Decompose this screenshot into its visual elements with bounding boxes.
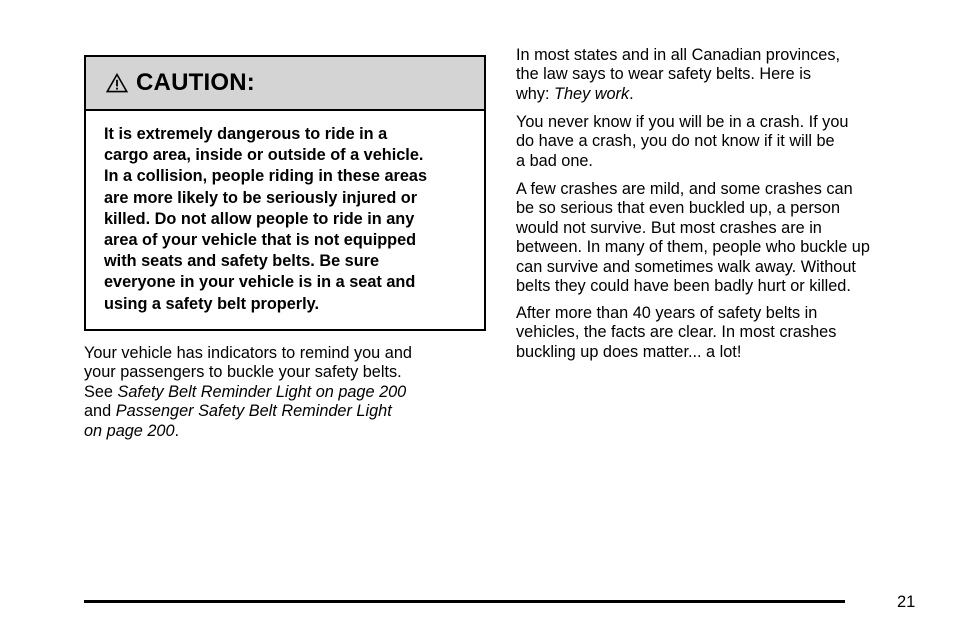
paragraph-line: In most states and in all Canadian provinces, xyxy=(516,46,840,64)
paragraph-line: a bad one. xyxy=(516,151,593,170)
paragraph-line: belts they could have been badly hurt or killed. xyxy=(516,277,851,296)
page-number: 21 xyxy=(897,593,916,611)
paragraph-line: would not survive. But most crashes are in xyxy=(516,218,822,237)
law-paragraph xyxy=(516,46,840,104)
caution-line: area of your vehicle that is not equipped xyxy=(104,231,417,250)
caution-line: are more likely to be seriously injured or xyxy=(104,188,418,207)
paragraph-line: Your vehicle has indicators to remind you and xyxy=(84,344,412,362)
paragraph-line: between. In many of them, people who buckle up xyxy=(516,238,870,257)
caution-line: It is extremely dangerous to ride in a xyxy=(104,125,388,143)
footer-rule xyxy=(84,600,845,603)
reference-link[interactable]: on page 200 xyxy=(84,421,175,440)
paragraph-line xyxy=(84,383,412,402)
caution-line: using a safety belt properly. xyxy=(104,294,320,313)
text-prefix: why: xyxy=(516,84,555,103)
caution-text xyxy=(86,111,484,329)
paragraph-line: A few crashes are mild, and some crashes can xyxy=(516,180,853,198)
warning-triangle-icon xyxy=(106,73,128,93)
emphasis-text: They work xyxy=(554,84,630,103)
reminder-paragraph xyxy=(84,344,412,441)
paragraph-line xyxy=(84,422,412,441)
reference-link[interactable]: Passenger Safety Belt Reminder Light xyxy=(115,402,392,421)
paragraph-line: can survive and sometimes walk away. Without xyxy=(516,257,856,276)
paragraph-line xyxy=(84,402,412,421)
paragraph-line: After more than 40 years of safety belts in xyxy=(516,304,818,322)
caution-line: killed. Do not allow people to ride in any xyxy=(104,209,415,228)
caution-line: cargo area, inside or outside of a vehicle. xyxy=(104,146,424,165)
caution-title: CAUTION: xyxy=(136,69,255,96)
caution-line: In a collision, people riding in these areas xyxy=(104,167,427,186)
caution-box xyxy=(84,55,486,331)
paragraph-line: You never know if you will be in a crash. If you xyxy=(516,113,849,131)
paragraph-line: buckling up does matter... a lot! xyxy=(516,342,742,361)
severity-paragraph xyxy=(516,180,870,296)
paragraph-line: vehicles, the facts are clear. In most crashes xyxy=(516,323,837,342)
paragraph-line: the law says to wear safety belts. Here is xyxy=(516,65,811,84)
facts-paragraph xyxy=(516,304,836,362)
text-suffix: . xyxy=(629,84,634,103)
text-prefix: See xyxy=(84,382,118,401)
paragraph-line: do have a crash, you do not know if it will be xyxy=(516,132,835,151)
crash-paragraph xyxy=(516,113,848,171)
caution-line: everyone in your vehicle is in a seat and xyxy=(104,273,416,292)
caution-header xyxy=(86,57,484,111)
paragraph-line: your passengers to buckle your safety belts. xyxy=(84,363,402,382)
text-prefix: and xyxy=(84,402,116,421)
caution-line: with seats and safety belts. Be sure xyxy=(104,252,380,271)
reference-link[interactable]: Safety Belt Reminder Light on page 200 xyxy=(117,382,407,401)
paragraph-line: be so serious that even buckled up, a person xyxy=(516,199,841,218)
text-suffix: . xyxy=(174,421,180,440)
paragraph-line xyxy=(516,85,840,104)
